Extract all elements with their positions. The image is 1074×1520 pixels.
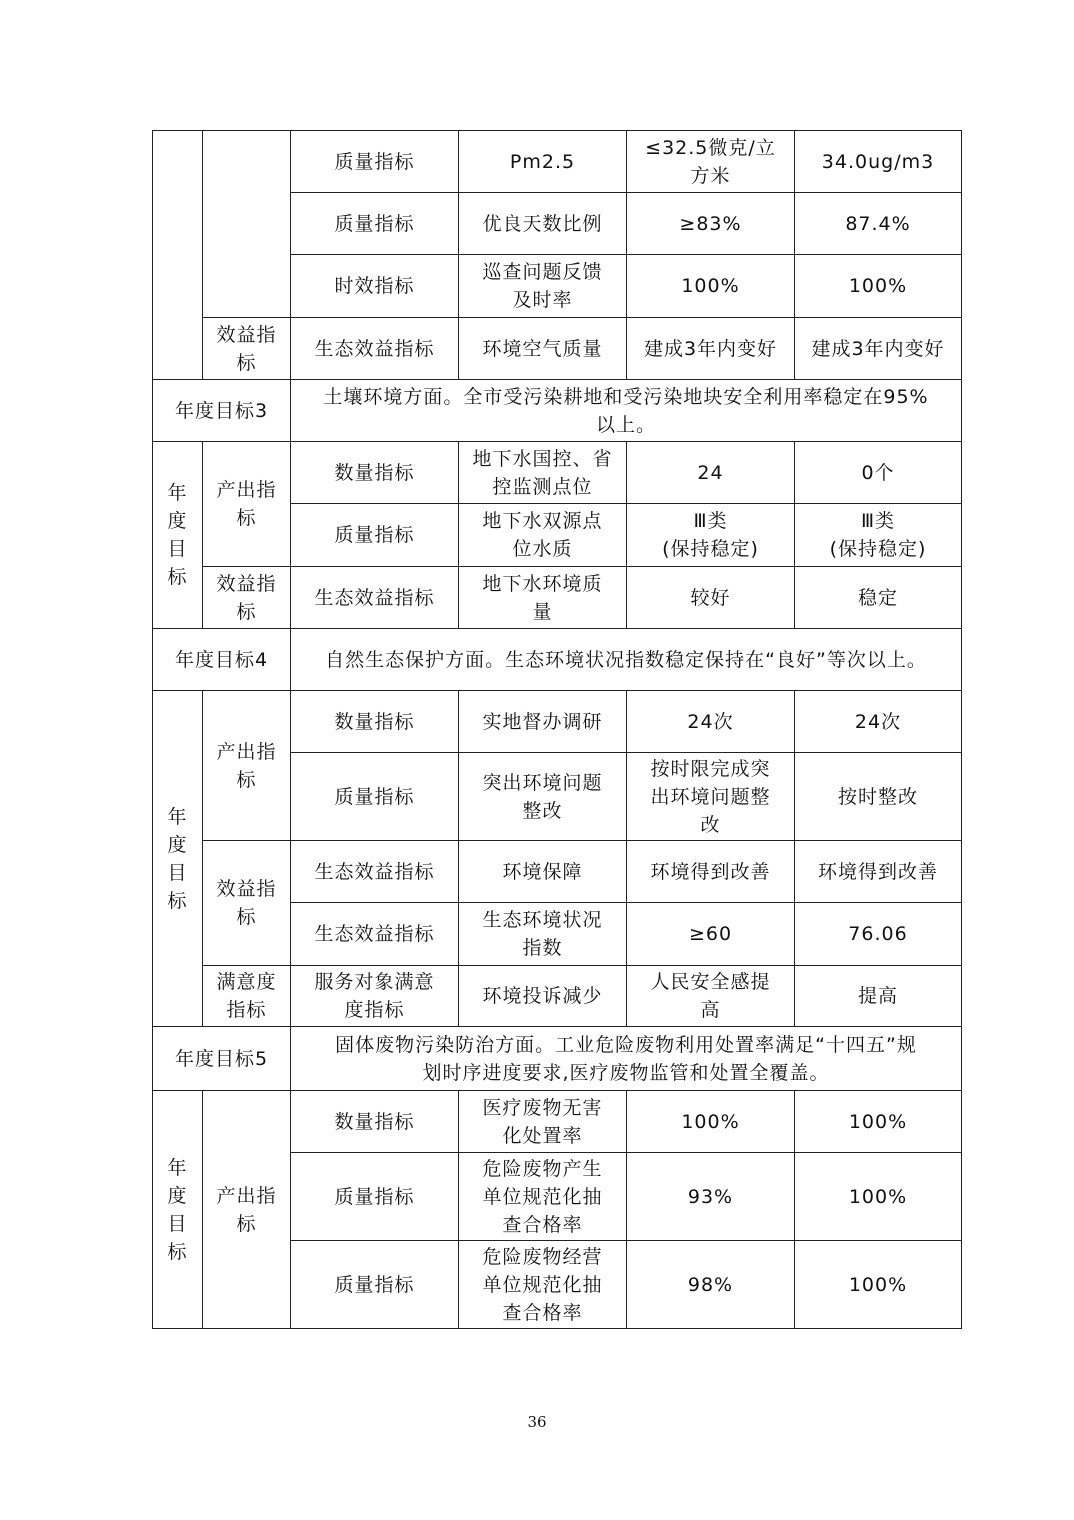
indicator-type-cell: 数量指标 [291, 1091, 459, 1153]
target-value-cell: ≥83% [627, 193, 795, 255]
indicator-name-cell: 环境投诉减少 [459, 966, 627, 1027]
table-row [153, 841, 962, 903]
indicator-name-cell: 环境空气质量 [459, 318, 627, 380]
indicator-type-cell: 质量指标 [291, 753, 459, 841]
indicator-type-cell: 时效指标 [291, 255, 459, 318]
target-value-cell: Ⅲ类 (保持稳定) [627, 504, 795, 567]
output-indicator-label: 产出指 标 [203, 1091, 291, 1329]
table-row [153, 966, 962, 1027]
actual-value-cell: 稳定 [795, 567, 962, 629]
annual-goal-row [153, 1027, 962, 1091]
annual-goal-label: 年度目标5 [153, 1027, 291, 1091]
actual-value-cell: 100% [795, 1091, 962, 1153]
target-value-cell: 较好 [627, 567, 795, 629]
benefit-indicator-label: 效益指 标 [203, 318, 291, 380]
actual-value-cell: 24次 [795, 691, 962, 753]
annual-goal-text: 土壤环境方面。全市受污染耕地和受污染地块安全利用率稳定在95% 以上。 [291, 380, 962, 442]
target-value-cell: 人民安全感提 高 [627, 966, 795, 1027]
indicator-type-cell: 生态效益指标 [291, 841, 459, 903]
target-value-cell: 24次 [627, 691, 795, 753]
annual-goal-row [153, 380, 962, 442]
indicator-type-cell: 生态效益指标 [291, 318, 459, 380]
indicator-type-cell: 数量指标 [291, 691, 459, 753]
indicator-name-cell: 巡查问题反馈 及时率 [459, 255, 627, 318]
indicator-name-cell: 突出环境问题 整改 [459, 753, 627, 841]
table-row [153, 318, 962, 380]
target-value-cell: ≤32.5微克/立 方米 [627, 131, 795, 193]
target-value-cell: 93% [627, 1153, 795, 1241]
benefit-indicator-label: 效益指 标 [203, 567, 291, 629]
target-value-cell: ≥60 [627, 903, 795, 966]
annual-goal-label: 年度目标3 [153, 380, 291, 442]
performance-indicator-table [152, 130, 962, 1329]
indicator-name-cell: 地下水环境质 量 [459, 567, 627, 629]
target-value-cell: 100% [627, 1091, 795, 1153]
indicator-name-cell: 优良天数比例 [459, 193, 627, 255]
actual-value-cell: 100% [795, 255, 962, 318]
annual-goal-label: 年度目标4 [153, 629, 291, 691]
annual-goal-text: 自然生态保护方面。生态环境状况指数稳定保持在“良好”等次以上。 [291, 629, 962, 691]
actual-value-cell: Ⅲ类 (保持稳定) [795, 504, 962, 567]
actual-value-cell: 0个 [795, 442, 962, 504]
indicator-name-cell: 实地督办调研 [459, 691, 627, 753]
indicator-name-cell: 医疗废物无害 化处置率 [459, 1091, 627, 1153]
table-row [153, 131, 962, 193]
actual-value-cell: 按时整改 [795, 753, 962, 841]
indicator-type-cell: 生态效益指标 [291, 903, 459, 966]
table-row [153, 567, 962, 629]
annual-indicator-label: 年 度 目 标 [153, 1091, 203, 1329]
indicator-type-cell: 服务对象满意 度指标 [291, 966, 459, 1027]
target-value-cell: 建成3年内变好 [627, 318, 795, 380]
indicator-name-cell: 地下水国控、省 控监测点位 [459, 442, 627, 504]
actual-value-cell: 34.0ug/m3 [795, 131, 962, 193]
output-indicator-label: 产出指 标 [203, 442, 291, 567]
satisfaction-indicator-label: 满意度 指标 [203, 966, 291, 1027]
indicator-type-cell: 质量指标 [291, 193, 459, 255]
indicator-name-cell: Pm2.5 [459, 131, 627, 193]
indicator-name-cell: 危险废物产生 单位规范化抽 查合格率 [459, 1153, 627, 1241]
actual-value-cell: 建成3年内变好 [795, 318, 962, 380]
indicator-name-cell: 环境保障 [459, 841, 627, 903]
actual-value-cell: 100% [795, 1153, 962, 1241]
blank-cell [203, 131, 291, 318]
target-value-cell: 100% [627, 255, 795, 318]
indicator-type-cell: 数量指标 [291, 442, 459, 504]
indicator-name-cell: 危险废物经营 单位规范化抽 查合格率 [459, 1241, 627, 1329]
benefit-indicator-label: 效益指 标 [203, 841, 291, 966]
annual-indicator-label: 年 度 目 标 [153, 691, 203, 1027]
annual-goal-row [153, 629, 962, 691]
table-row [153, 691, 962, 753]
indicator-type-cell: 质量指标 [291, 131, 459, 193]
actual-value-cell: 环境得到改善 [795, 841, 962, 903]
indicator-name-cell: 地下水双源点 位水质 [459, 504, 627, 567]
indicator-type-cell: 质量指标 [291, 1241, 459, 1329]
actual-value-cell: 87.4% [795, 193, 962, 255]
page-number: 36 [527, 1413, 547, 1431]
actual-value-cell: 100% [795, 1241, 962, 1329]
actual-value-cell: 提高 [795, 966, 962, 1027]
indicator-type-cell: 质量指标 [291, 504, 459, 567]
table-row [153, 442, 962, 504]
annual-indicator-label: 年 度 目 标 [153, 442, 203, 629]
output-indicator-label: 产出指 标 [203, 691, 291, 841]
blank-cell [153, 131, 203, 380]
table-row [153, 1091, 962, 1153]
indicator-name-cell: 生态环境状况 指数 [459, 903, 627, 966]
indicator-type-cell: 质量指标 [291, 1153, 459, 1241]
indicator-type-cell: 生态效益指标 [291, 567, 459, 629]
target-value-cell: 24 [627, 442, 795, 504]
target-value-cell: 按时限完成突 出环境问题整 改 [627, 753, 795, 841]
target-value-cell: 98% [627, 1241, 795, 1329]
target-value-cell: 环境得到改善 [627, 841, 795, 903]
annual-goal-text: 固体废物污染防治方面。工业危险废物利用处置率满足“十四五”规 划时序进度要求,医疗废物监管和处置全覆盖。 [291, 1027, 962, 1091]
actual-value-cell: 76.06 [795, 903, 962, 966]
